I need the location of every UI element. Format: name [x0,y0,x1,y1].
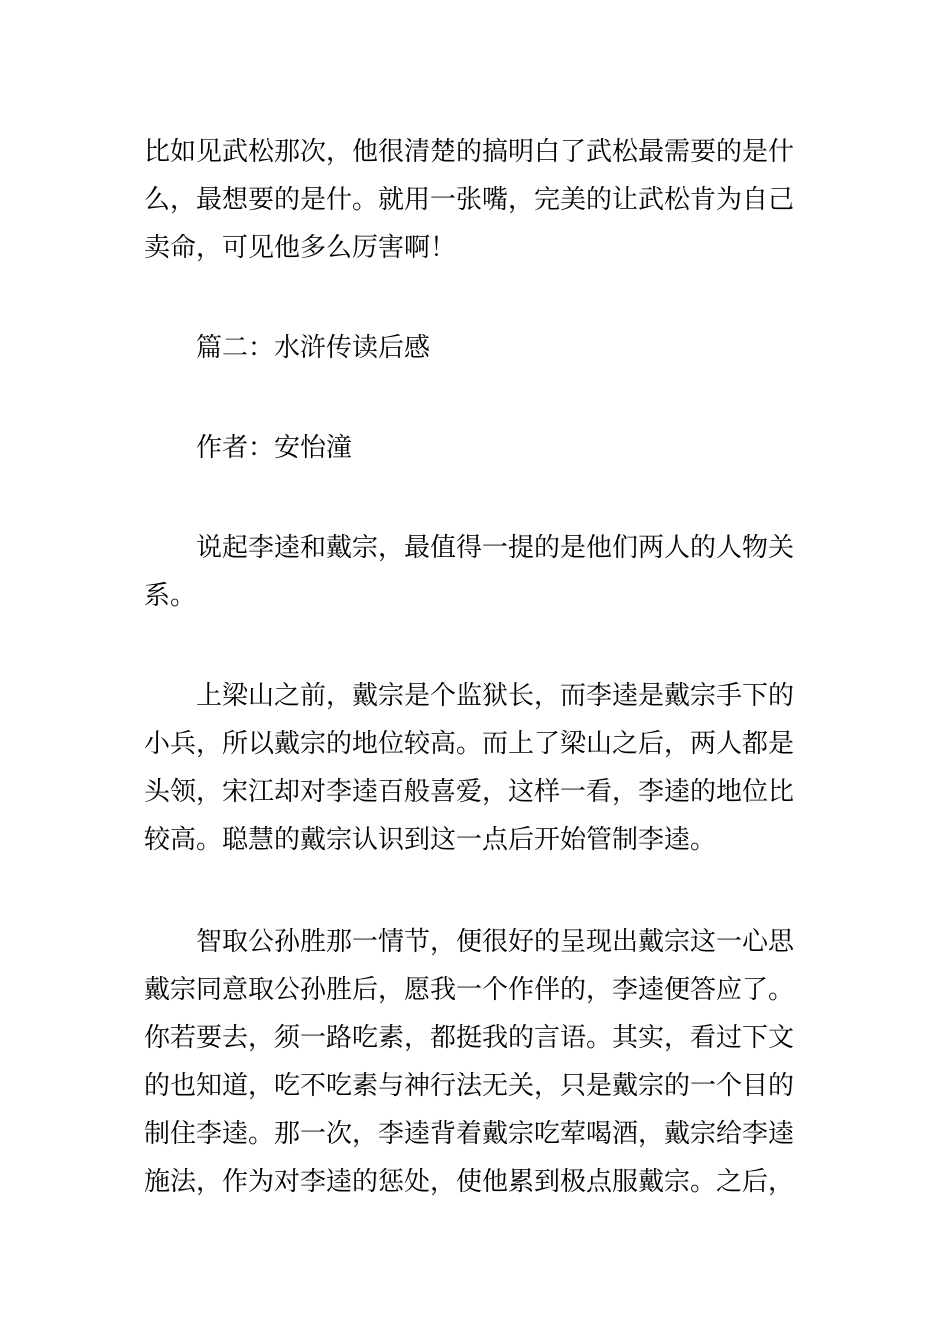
paragraph-relationship [144,524,808,620]
heading-text: 篇二：水浒传读后感 [196,333,431,363]
text-line: 上梁山之前，戴宗是个监狱长，而李逵是戴宗手下的 [196,681,795,711]
text-line: 头领，宋江却对李逵百般喜爱，这样一看，李逵的地位比 [144,777,795,807]
paragraph-gongsunsheng [144,918,808,1206]
text-line: 制住李逵。那一次，李逵背着戴宗吃荤喝酒，戴宗给李逵 [144,1119,795,1149]
text-line: 么，最想要的是什。就用一张嘴，完美的让武松肯为自己 [144,185,795,215]
text-line: 系。 [144,581,197,611]
text-line: 说起李逵和戴宗，最值得一提的是他们两人的人物关 [196,533,795,563]
text-line: 的也知道，吃不吃素与神行法无关，只是戴宗的一个目的 [144,1071,795,1101]
paragraph-wusong [144,128,808,272]
author-line [144,424,808,472]
text-line: 小兵，所以戴宗的地位较高。而上了梁山之后，两人都是 [144,729,795,759]
author-text: 作者：安怡潼 [196,433,353,463]
text-line: 较高。聪慧的戴宗认识到这一点后开始管制李逵。 [144,825,717,855]
text-line: 你若要去，须一路吃素，都挺我的言语。其实，看过下文 [144,1023,795,1053]
text-line: 智取公孙胜那一情节，便很好的呈现出戴宗这一心思 [196,927,795,957]
text-line: 施法，作为对李逵的惩处，使他累到极点服戴宗。之后， [144,1167,795,1197]
section-heading [144,324,808,372]
paragraph-status [144,672,808,864]
text-line: 卖命，可见他多么厉害啊！ [144,233,457,263]
text-line: 比如见武松那次，他很清楚的搞明白了武松最需要的是什 [144,137,795,167]
text-line: 戴宗同意取公孙胜后，愿我一个作伴的，李逵便答应了。 [144,975,795,1005]
